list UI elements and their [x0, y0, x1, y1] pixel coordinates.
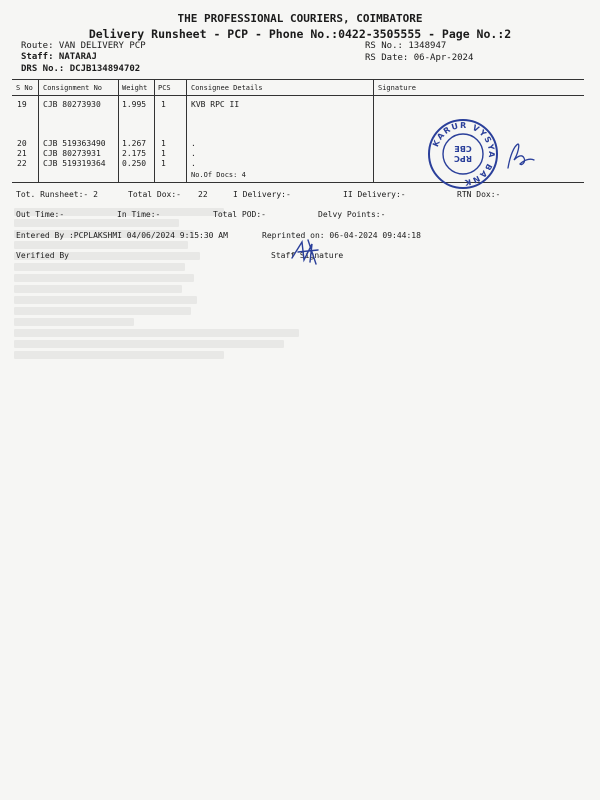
svg-text:KARUR VYSYA BANK: KARUR VYSYA BANK: [431, 120, 497, 188]
staff-signature-label: Staff Signature: [271, 251, 344, 260]
column-divider: [38, 80, 39, 182]
i-delivery: I Delivery:-: [233, 190, 291, 199]
row-sno: 22: [17, 159, 27, 168]
drs-number: DRS No.: DCJB134894702: [21, 64, 141, 74]
reprinted-on: Reprinted on: 06-04-2024 09:44:18: [262, 231, 421, 240]
total-pod: Total POD:-: [213, 210, 266, 219]
column-divider: [373, 80, 374, 182]
verified-by: Verified By: [16, 251, 69, 260]
row-pcs: 1: [161, 159, 166, 168]
row-weight: 2.175: [122, 149, 147, 158]
row-pcs: 1: [161, 139, 166, 148]
rtn-dox: RTN Dox:-: [457, 190, 501, 199]
bank-stamp-icon: [427, 118, 499, 190]
signature-scribble: [500, 138, 540, 174]
row-consignee: .: [191, 139, 196, 148]
header-consignment: Consignment No: [43, 84, 103, 92]
route-label: Route: VAN DELIVERY PCP: [21, 41, 146, 51]
delvy-points: Delvy Points:-: [318, 210, 386, 219]
svg-text:RPC: RPC: [454, 154, 472, 163]
header-signature: Signature: [378, 84, 416, 92]
row-sno: 21: [17, 149, 27, 158]
header-sno: S No: [16, 84, 33, 92]
staff-signature-scribble: [288, 236, 334, 266]
header-pcs: PCS: [158, 84, 171, 92]
column-divider: [154, 80, 155, 182]
header-consignee: Consignee Details: [191, 84, 263, 92]
row-pcs: 1: [161, 100, 166, 109]
table-header-rule: [12, 95, 584, 96]
row-consignment: CJB 80273931: [43, 149, 101, 158]
row-consignee: .: [191, 149, 196, 158]
tot-runsheet: Tot. Runsheet:- 2: [16, 190, 98, 199]
runsheet-title: Delivery Runsheet - PCP - Phone No.:0422-3505555 - Page No.:2: [88, 27, 512, 41]
row-pcs: 1: [161, 149, 166, 158]
svg-text:CBE: CBE: [454, 144, 472, 153]
row-consignee: .: [191, 159, 196, 168]
no-of-docs: No.Of Docs: 4: [191, 171, 246, 179]
in-time: In Time:-: [117, 210, 161, 219]
staff-label: Staff: NATARAJ: [21, 52, 97, 62]
entered-by: Entered By :PCPLAKSHMI 04/06/2024 9:15:30 AM: [16, 231, 228, 240]
out-time: Out Time:-: [16, 210, 65, 219]
rs-date: RS Date: 06-Apr-2024: [365, 53, 474, 63]
company-name: THE PROFESSIONAL COURIERS, COIMBATORE: [177, 12, 423, 25]
header-weight: Weight: [122, 84, 148, 92]
row-sno: 20: [17, 139, 27, 148]
row-weight: 0.250: [122, 159, 147, 168]
column-divider: [186, 80, 187, 182]
rs-number: RS No.: 1348947: [365, 41, 447, 51]
row-weight: 1.267: [122, 139, 147, 148]
ii-delivery: II Delivery:-: [343, 190, 406, 199]
table-top-rule: [12, 79, 584, 80]
row-consignee: KVB RPC II: [191, 100, 240, 109]
row-weight: 1.995: [122, 100, 147, 109]
row-consignment: CJB 519363490: [43, 139, 106, 148]
column-divider: [118, 80, 119, 182]
total-dox-label: Total Dox:-: [128, 190, 181, 199]
row-sno: 19: [17, 100, 27, 109]
row-consignment: CJB 80273930: [43, 100, 101, 109]
total-dox-value: 22: [198, 190, 208, 199]
row-consignment: CJB 519319364: [43, 159, 106, 168]
